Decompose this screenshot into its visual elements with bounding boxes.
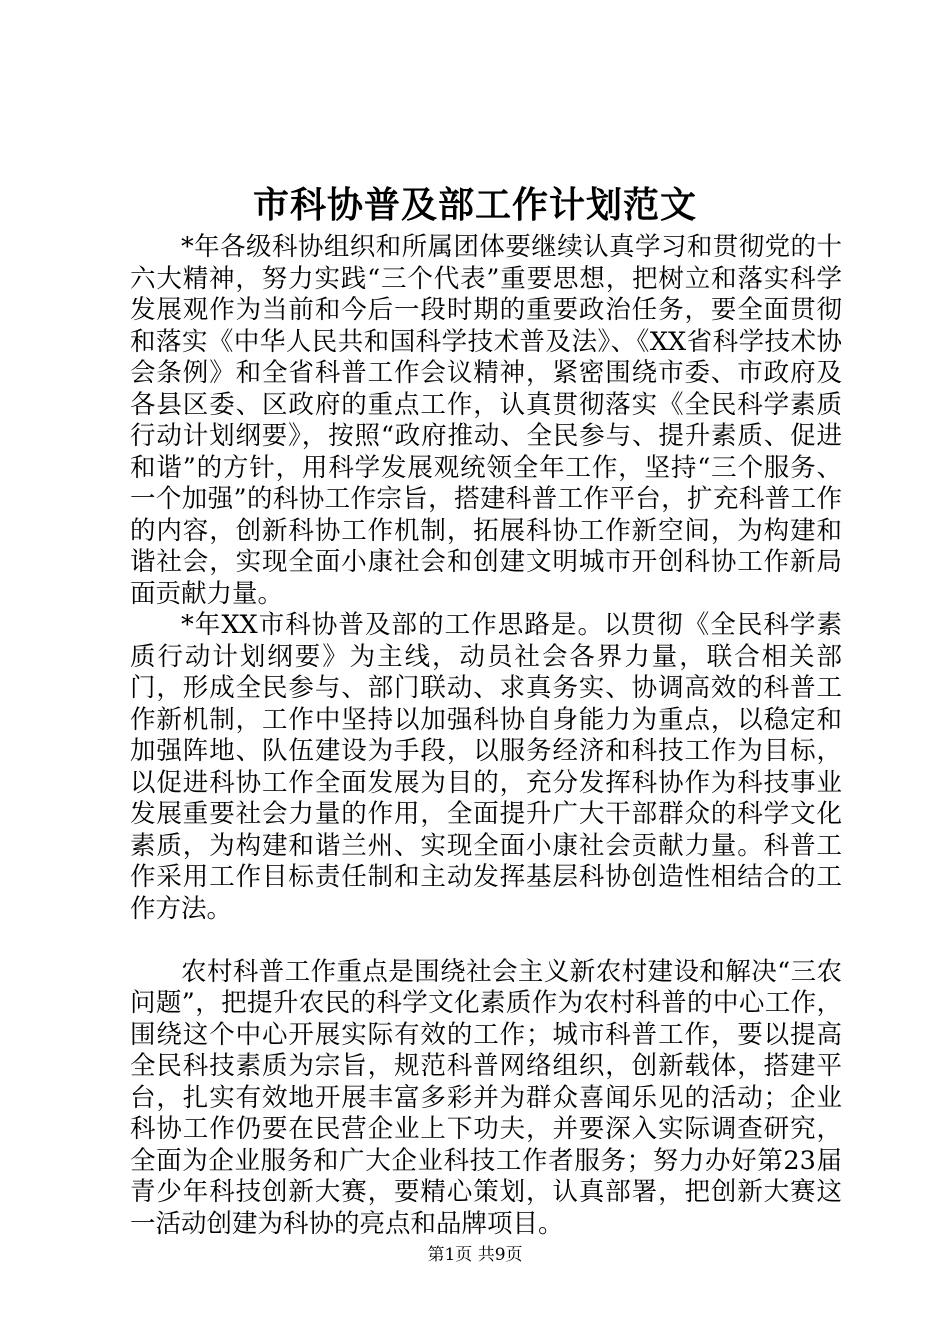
paragraph-3: 农村科普工作重点是围绕社会主义新农村建设和解决“三农问题”，把提升农民的科学文化素质作为农村科普的中心工作，围绕这个中心开展实际有效的工作；城市科普工作，要以提高全民科技素质为宗旨，规范科普网络组织，创新载体，搭建平台，扎实有效地开展丰富多彩并为群众喜闻乐见的活动；企业科协工作仍要在民营企业上下功夫，并要深入实际调查研究，全面为企业服务和广大企业科技工作者服务；努力办好第23届青少年科技创新大赛，要精心策划，认真部署，把创新大赛这一活动创建为科协的亮点和品牌项目。: [130, 956, 842, 1239]
document-title: 市科协普及部工作计划范文: [252, 184, 697, 226]
document-body: [130, 232, 842, 1240]
paragraph-2: *年XX市科协普及部的工作思路是。以贯彻《全民科学素质行动计划纲要》为主线，动员社会各界力量，联合相关部门，形成全民参与、部门联动、求真务实、协调高效的科普工作新机制，工作中坚持以加强科协自身能力为重点，以稳定和加强阵地、队伍建设为手段，以服务经济和科技工作为目标，以促进科协工作全面发展为目的，充分发挥科协作为科技事业发展重要社会力量的作用，全面提升广大干部群众的科学文化素质，为构建和谐兰州、实现全面小康社会贡献力量。科普工作采用工作目标责任制和主动发挥基层科协创造性相结合的工作方法。: [130, 610, 842, 924]
paragraph-1: *年各级科协组织和所属团体要继续认真学习和贯彻党的十六大精神，努力实践“三个代表”重要思想，把树立和落实科学发展观作为当前和今后一段时期的重要政治任务，要全面贯彻和落实《中华人民共和国科学技术普及法》、《XX省科学技术协会条例》和全省科普工作会议精神，紧密围绕市委、市政府及各县区委、区政府的重点工作，认真贯彻落实《全民科学素质行动计划纲要》，按照“政府推动、全民参与、提升素质、促进和谐”的方针，用科学发展观统领全年工作，坚持“三个服务、一个加强”的科协工作宗旨，搭建科普工作平台，扩充科普工作的内容，创新科协工作机制，拓展科协工作新空间，为构建和谐社会，实现全面小康社会和创建文明城市开创科协工作新局面贡献力量。: [130, 232, 842, 609]
page-footer: 第1页 共9页: [427, 1245, 523, 1265]
